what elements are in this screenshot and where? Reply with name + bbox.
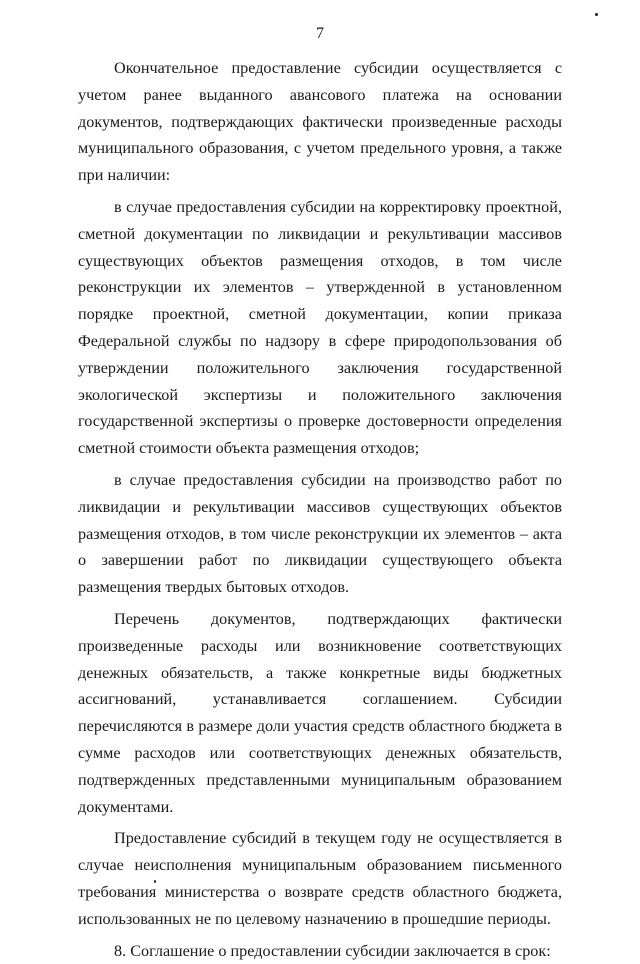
- document-body: [78, 55, 562, 964]
- paragraph-design-documentation-case: в случае предоставления субсидии на корректировку проектной, сметной документации по ликвидации и рекультивации массивов существующих объектов размещения отходов, в том числе реконструкции их элементов – утвержденной в установленном порядке проектной, сметной документации, копии приказа Федеральной службы по надзору в сфере природопользования об утверждении положительного заключения государственной экологической экспертизы и положительного заключения государственной экспертизы о проверке достоверности определения сметной стоимости объекта размещения отходов;: [78, 194, 562, 462]
- paragraph-works-case: в случае предоставления субсидии на производство работ по ликвидации и рекультивации массивов существующих объектов размещения отходов, в том числе реконструкции их элементов – акта о завершении работ по ликвидации существующего объекта размещения твердых бытовых отходов.: [78, 467, 562, 601]
- paragraph-final-subsidy: Окончательное предоставление субсидии осуществляется с учетом ранее выданного авансового платежа на основании документов, подтверждающих фактически произведенные расходы муниципального образования, с учетом предельного уровня, а также при наличии:: [78, 55, 562, 189]
- paragraph-documents-list: Перечень документов, подтверждающих фактически произведенные расходы или возникновение соответствующих денежных обязательств, а также конкретные виды бюджетных ассигнований, устанавливается соглашением. Субсидии перечисляются в размере доли участия средств областного бюджета в сумме расходов или соответствующих денежных обязательств, подтвержденных представленными муниципальным образованием документами.: [78, 606, 562, 820]
- scan-speck-mark: [595, 13, 598, 16]
- page-number: 7: [0, 24, 640, 44]
- paragraph-subsidy-restriction: Предоставление субсидий в текущем году не осуществляется в случае неисполнения муниципальным образованием письменного требования министерства о возврате средств областного бюджета, использованных не по целевому назначению в прошедшие периоды.: [78, 825, 562, 932]
- scan-speck-mark: [154, 880, 156, 883]
- paragraph-agreement-term: 8. Соглашение о предоставлении субсидии заключается в срок:: [78, 938, 562, 964]
